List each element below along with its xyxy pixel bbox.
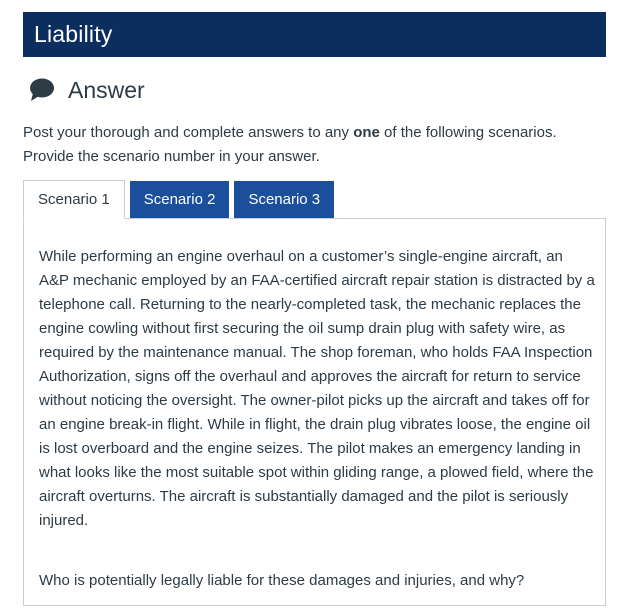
tab-label: Scenario 2 — [143, 191, 216, 208]
scenario-panel — [23, 218, 606, 606]
tab-label: Scenario 3 — [248, 191, 321, 208]
banner-title: Liability — [34, 21, 113, 47]
answer-label: Answer — [68, 76, 145, 103]
intro-text-bold: one — [353, 124, 380, 141]
scenario-body: While performing an engine overhaul on a customer’s single-engine aircraft, an A&P mechanic employed by an FAA-certified aircraft repair station is distracted by a telephone call. Returning to the nearly-completed task, the mechanic replaces the engine cowling without first securing the oil sump drain plug with safety wire, as required by the maintenance manual. The shop foreman, who holds FAA Inspection Authorization, signs off the overhaul and approves the aircraft for return to service without noticing the oversight. The owner-pilot picks up the aircraft and takes off for an engine break-in flight. While in flight, the drain plug vibrates loose, the engine oil is lost overboard and the engine seizes. The pilot makes an emergency landing in what looks like the most suitable spot within gliding range, a plowed field, where the aircraft overturns. The aircraft is substantially damaged and the pilot is seriously injured. — [39, 248, 595, 529]
tab-scenario-3[interactable] — [234, 181, 334, 218]
speech-bubble-icon — [28, 77, 56, 103]
answer-heading — [28, 74, 145, 106]
scenario-question: Who is potentially legally liable for these damages and injuries, and why? — [39, 572, 525, 589]
tab-scenario-2[interactable] — [130, 181, 230, 218]
intro-text — [23, 121, 583, 169]
scenario-tabs — [23, 180, 339, 219]
intro-text-start: Post your thorough and complete answers to any — [23, 124, 354, 141]
tab-label: Scenario 1 — [38, 191, 110, 208]
tab-scenario-1[interactable] — [23, 180, 125, 219]
page-banner — [23, 12, 606, 57]
intro-text-end: of the following scenarios. Provide the scenario number in your answer. — [23, 124, 557, 165]
